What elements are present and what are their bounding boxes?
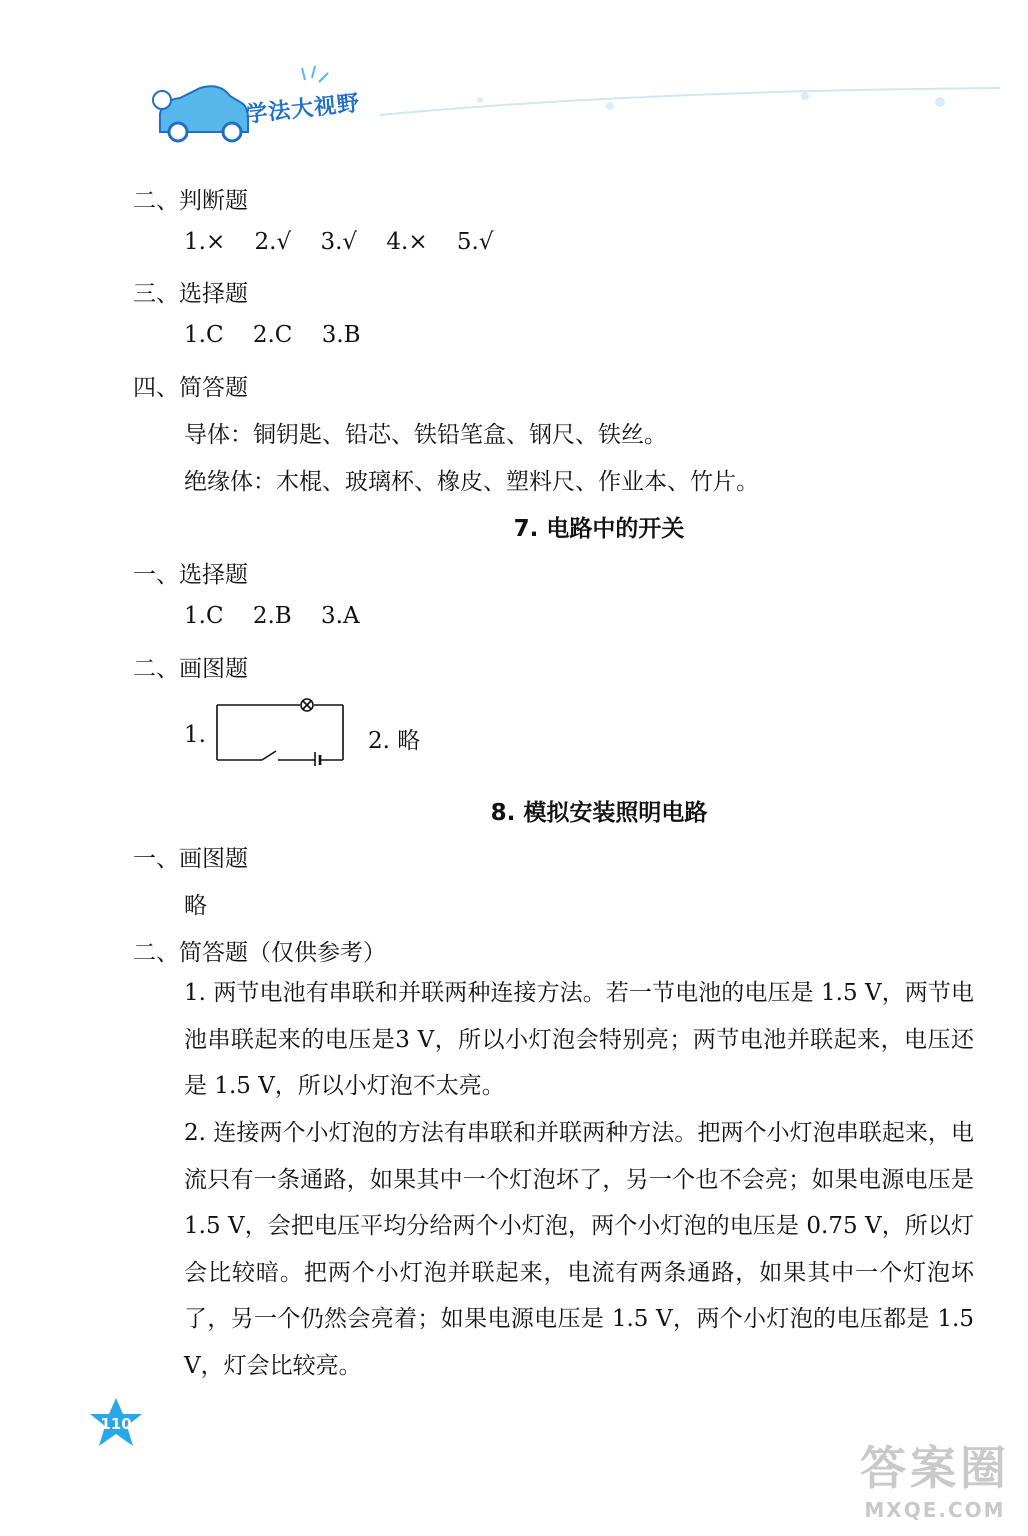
answer-item: 3.A — [321, 603, 360, 629]
paragraph-text: 1. 两节电池有串联和并联两种连接方法。若一节电池的电压是 1.5 V，两节电池串联起来的电压是3 V，所以小灯泡会特别亮；两节电池并联起来，电压还是 1.5 V，所以小灯泡不太亮。 — [184, 980, 974, 1099]
choice-answers — [184, 322, 383, 348]
watermark-title: 答案圈 — [860, 1441, 1010, 1495]
watermark — [860, 1432, 1010, 1522]
lesson-8-drawing-answer: 略 — [184, 893, 207, 919]
page-number-star-icon — [86, 1396, 146, 1452]
answer-item: 5.√ — [456, 229, 494, 255]
answer-item: 1.× — [184, 229, 226, 255]
paragraph-text: 2. 连接两个小灯泡的方法有串联和并联两种方法。把两个小灯泡串联起来，电流只有一条通路，如果其中一个灯泡坏了，另一个也不会亮；如果电源电压是 1.5 V，会把电压平均分给两个小灯泡，两个小灯泡的电压是 0.75 V，所以灯会比较暗。把两个小灯泡并联起来，电流有两条通路，如果其中一个灯泡坏了，另一个仍然会亮着；如果电源电压是 1.5 V，两个小灯泡的电压都是 1.5 V，灯会比较亮。 — [184, 1120, 974, 1379]
section-short-answer-title: 四、简答题 — [133, 375, 248, 401]
section-judgement-title: 二、判断题 — [133, 188, 248, 214]
conductor-line: 导体：铜钥匙、铅芯、铁铅笔盒、钢尺、铁丝。 — [184, 422, 667, 448]
judgement-answers — [184, 229, 516, 255]
section-choice-title: 三、选择题 — [133, 281, 248, 307]
answer-item: 4.× — [386, 229, 428, 255]
lesson-8-short-answer-title: 二、简答题（仅供参考） — [133, 940, 386, 966]
drawing-item-2: 2. 略 — [368, 728, 421, 754]
answer-item: 1.C — [184, 603, 224, 629]
answer-item: 2.√ — [254, 229, 292, 255]
lesson-7-choice-title: 一、选择题 — [133, 562, 248, 588]
answer-paragraph-1 — [184, 970, 974, 1110]
lesson-7-title: 7. 电路中的开关 — [513, 516, 685, 542]
answer-item: 3.B — [321, 322, 361, 348]
lesson-8-title: 8. 模拟安装照明电路 — [490, 800, 708, 826]
circuit-diagram-icon — [212, 698, 352, 766]
answer-item: 2.B — [252, 603, 292, 629]
brand-title: 学法大视野 — [244, 91, 362, 128]
lesson-8-drawing-title: 一、画图题 — [133, 846, 248, 872]
lesson-7-choice-answers — [184, 603, 382, 629]
lesson-7-drawing-title: 二、画图题 — [133, 656, 248, 682]
answer-item: 1.C — [184, 322, 224, 348]
answer-paragraph-2 — [184, 1110, 974, 1389]
answer-item: 2.C — [252, 322, 293, 348]
insulator-line: 绝缘体：木棍、玻璃杯、橡皮、塑料尺、作业本、竹片。 — [184, 469, 759, 495]
watermark-url: MXQE.COM — [864, 1498, 1006, 1522]
page-header — [140, 60, 1020, 150]
page-number: 110 — [100, 1415, 132, 1433]
drawing-item-1-label: 1. — [184, 722, 206, 748]
answer-item: 3.√ — [320, 229, 358, 255]
